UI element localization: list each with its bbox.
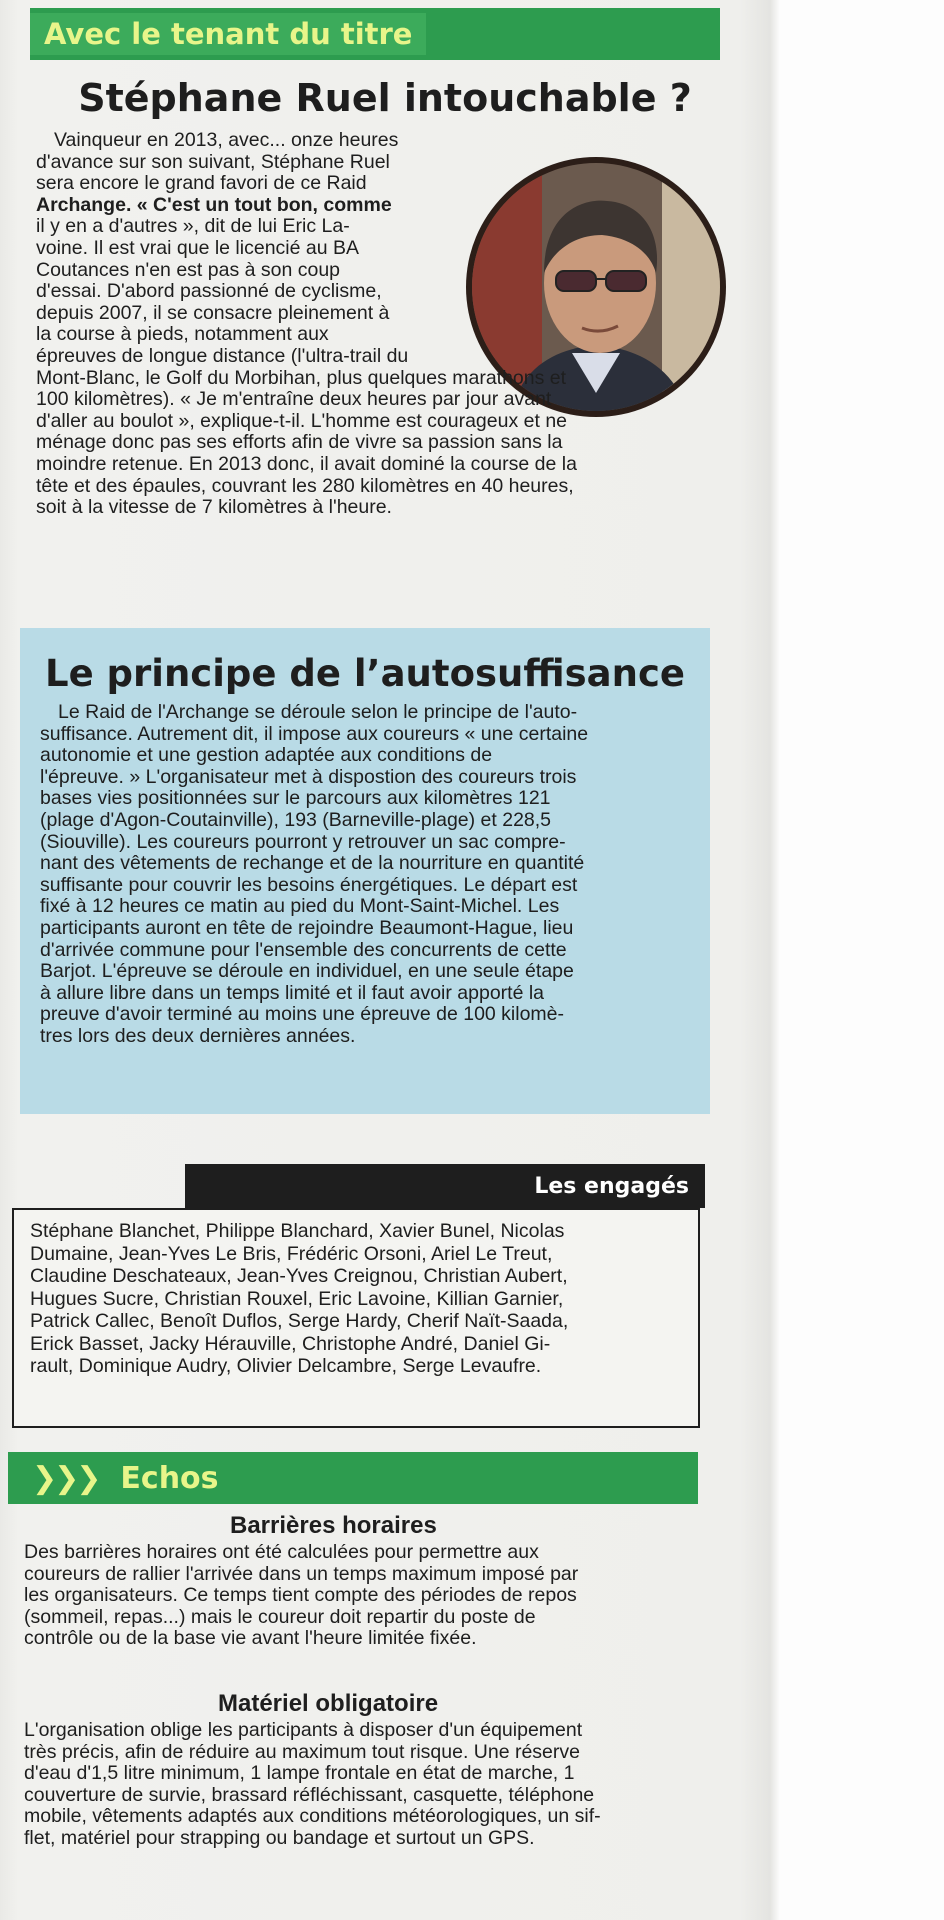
body-line: suffisance. Autrement dit, il impose aux coureurs « une certaine — [40, 722, 589, 745]
section-banner-label: Avec le tenant du titre — [30, 13, 426, 55]
body-line: d'avance sur son suivant, Stéphane Ruel — [36, 150, 390, 173]
body-line: Mont-Blanc, le Golf du Morbihan, plus quelques marathons et — [36, 366, 567, 389]
engages-header: Les engagés — [185, 1164, 705, 1208]
article-title-autosuffisance: Le principe de l’autosuffisance — [45, 652, 685, 695]
body-line: L'organisation oblige les participants à disposer d'un équipement — [24, 1719, 583, 1741]
body-line: d'aller au boulot », explique-t-il. L'homme est courageux et ne — [36, 409, 568, 432]
body-line: la course à pieds, notamment aux — [36, 323, 329, 346]
body-line: preuve d'avoir terminé au moins une épreuve de 100 kilomè- — [40, 1003, 565, 1026]
echos-banner-label — [8, 1461, 219, 1496]
body-line: les organisateurs. Ce temps tient compte des périodes de repos — [24, 1584, 577, 1607]
body-line: il y en a d'autres », dit de lui Eric La- — [36, 215, 350, 238]
body-line: participants auront en tête de rejoindre Beaumont-Hague, lieu — [40, 916, 574, 939]
body-line: très précis, afin de réduire au maximum tout risque. Une réserve — [24, 1740, 580, 1763]
article-body-autosuffisance — [40, 702, 588, 1048]
body-line: soit à la vitesse de 7 kilomètres à l'heure. — [36, 496, 392, 519]
article-title-ruel: Stéphane Ruel intouchable ? — [78, 76, 692, 120]
body-line: à allure libre dans un temps limité et il faut avoir apporté la — [40, 981, 545, 1004]
body-line: (Siouville). Les coureurs pourront y retrouver un sac compre- — [40, 830, 566, 853]
body-line: fixé à 12 heures ce matin au pied du Mont-Saint-Michel. Les — [40, 895, 560, 918]
engages-line: Erick Basset, Jacky Hérauville, Christophe André, Daniel Gi- — [30, 1332, 551, 1355]
body-line: suffisante pour couvrir les besoins énergétiques. Le départ est — [40, 873, 578, 896]
body-line: Le Raid de l'Archange se déroule selon le principe de l'auto- — [58, 701, 578, 723]
body-line: mobile, vêtements adaptés aux conditions météorologiques, un sif- — [24, 1805, 601, 1828]
body-line: épreuves de longue distance (l'ultra-trail du — [36, 344, 409, 367]
body-line: d'arrivée commune pour l'ensemble des concurrents de cette — [40, 938, 567, 961]
chevron-right-icon: ❯❯❯ — [32, 1460, 99, 1496]
body-line: sera encore le grand favori de ce Raid — [36, 172, 367, 195]
body-line: ménage donc pas ses efforts afin de vivre sa passion sans la — [36, 431, 563, 454]
engages-line: Stéphane Blanchet, Philippe Blanchard, Xavier Bunel, Nicolas — [30, 1220, 565, 1242]
body-line: nant des vêtements de rechange et de la nourriture en quantité — [40, 852, 585, 875]
body-line: voine. Il est vrai que le licencié au BA — [36, 236, 360, 259]
engages-line: Claudine Deschateaux, Jean-Yves Creignou, Christian Aubert, — [30, 1265, 568, 1287]
body-line: Archange. « C'est un tout bon, comme — [36, 193, 392, 216]
body-line: d'essai. D'abord passionné de cyclisme, — [36, 280, 382, 303]
engages-line: Patrick Callec, Benoît Duflos, Serge Hardy, Cherif Naït-Saada, — [30, 1310, 569, 1332]
engages-list — [30, 1220, 568, 1378]
body-line: flet, matériel pour strapping ou bandage et surtout un GPS. — [24, 1826, 535, 1849]
body-line: (sommeil, repas...) mais le coureur doit repartir du poste de — [24, 1605, 536, 1628]
body-line: couverture de survie, brassard réfléchissant, casquette, téléphone — [24, 1783, 595, 1806]
article-body-ruel — [36, 130, 577, 519]
body-line: (plage d'Agon-Coutainville), 193 (Barneville-plage) et 228,5 — [40, 808, 552, 831]
body-line: d'eau d'1,5 litre minimum, 1 lampe frontale en état de marche, 1 — [24, 1762, 575, 1785]
body-line: autonomie et une gestion adaptée aux conditions de — [40, 744, 493, 767]
body-line: coureurs de rallier l'arrivée dans un temps maximum imposé par — [24, 1562, 579, 1585]
body-barrieres — [24, 1542, 578, 1650]
engages-line: Hugues Sucre, Christian Rouxel, Eric Lavoine, Killian Garnier, — [30, 1287, 564, 1310]
body-materiel — [24, 1720, 601, 1850]
engages-line: rault, Dominique Audry, Olivier Delcambre, Serge Levaufre. — [30, 1355, 542, 1377]
body-line: bases vies positionnées sur le parcours aux kilomètres 121 — [40, 787, 551, 810]
body-line: l'épreuve. » L'organisateur met à dispostion des coureurs trois — [40, 765, 577, 788]
subhead-materiel: Matériel obligatoire — [218, 1690, 439, 1717]
subhead-barrieres: Barrières horaires — [230, 1512, 437, 1539]
engages-line: Dumaine, Jean-Yves Le Bris, Frédéric Orsoni, Ariel Le Treut, — [30, 1242, 553, 1265]
echos-banner-text: Echos — [120, 1460, 219, 1496]
body-line: tres lors des deux dernières années. — [40, 1024, 356, 1047]
body-line: Barjot. L'épreuve se déroule en individuel, en une seule étape — [40, 960, 574, 983]
body-line: Vainqueur en 2013, avec... onze heures — [54, 129, 399, 151]
body-line: tête et des épaules, couvrant les 280 kilomètres en 40 heures, — [36, 474, 574, 497]
body-line: 100 kilomètres). « Je m'entraîne deux heures par jour avant — [36, 388, 552, 411]
section-banner — [30, 8, 720, 60]
body-line: Des barrières horaires ont été calculées pour permettre aux — [24, 1541, 539, 1563]
body-line: contrôle ou de la base vie avant l'heure limitée fixée. — [24, 1627, 477, 1650]
body-line: Coutances n'en est pas à son coup — [36, 258, 341, 281]
body-line: moindre retenue. En 2013 donc, il avait dominé la course de la — [36, 452, 577, 475]
echos-banner — [8, 1452, 698, 1504]
body-line: depuis 2007, il se consacre pleinement à — [36, 301, 390, 324]
